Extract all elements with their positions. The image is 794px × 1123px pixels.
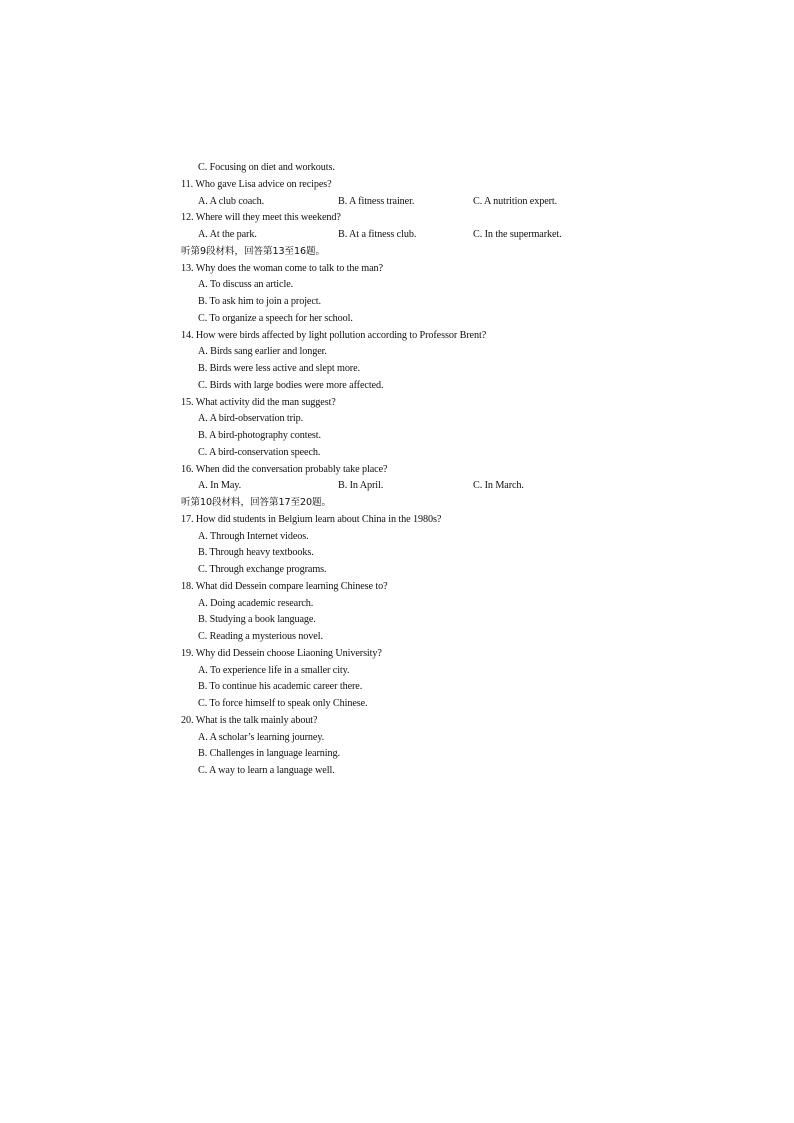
option-19c: C. To force himself to speak only Chinese.	[198, 698, 368, 709]
option-18a: A. Doing academic research.	[198, 597, 314, 609]
option-12c: C. In the supermarket.	[473, 229, 562, 240]
option-11b: B. A fitness trainer.	[338, 195, 415, 207]
option-14a: A. Birds sang earlier and longer.	[198, 346, 327, 358]
option-18b: B. Studying a book language.	[198, 614, 316, 626]
option-19b: B. To continue his academic career there.	[198, 681, 363, 693]
option-14c: C. Birds with large bodies were more affected.	[198, 379, 384, 391]
option-13b: B. To ask him to join a project.	[198, 296, 321, 307]
option-11a: A. A club coach.	[198, 195, 265, 207]
option-15c: C. A bird-conservation speech.	[198, 446, 321, 458]
options-12	[181, 227, 621, 244]
option-10c: C. Focusing on diet and workouts.	[198, 162, 335, 173]
option-12b: B. At a fitness club.	[338, 229, 417, 240]
option-17a: A. Through Internet videos.	[198, 530, 309, 542]
option-11c: C. A nutrition expert.	[473, 195, 558, 207]
listening-questions	[181, 160, 621, 780]
option-20a: A. A scholar’s learning journey.	[198, 731, 325, 743]
option-20b: B. Challenges in language learning.	[198, 748, 340, 760]
option-17c: C. Through exchange programs.	[198, 564, 327, 575]
question-14: 14. How were birds affected by light pollution according to Professor Brent?	[181, 329, 487, 341]
section-heading-10: 听第10段材料，回答第17至20题。	[181, 497, 331, 508]
question-16: 16. When did the conversation probably take place?	[181, 463, 388, 475]
option-13a: A. To discuss an article.	[198, 279, 294, 291]
option-20c: C. A way to learn a language well.	[198, 765, 335, 776]
options-16	[181, 478, 621, 495]
option-15b: B. A bird-photography contest.	[198, 430, 321, 441]
option-16b: B. In April.	[338, 480, 384, 492]
option-17b: B. Through heavy textbooks.	[198, 547, 314, 559]
question-20: 20. What is the talk mainly about?	[181, 714, 318, 726]
option-16c: C. In March.	[473, 480, 524, 492]
question-13: 13. Why does the woman come to talk to the man?	[181, 262, 383, 274]
option-12a: A. At the park.	[198, 229, 257, 240]
question-19: 19. Why did Dessein choose Liaoning University?	[181, 647, 382, 659]
option-19a: A. To experience life in a smaller city.	[198, 664, 350, 676]
option-13c: C. To organize a speech for her school.	[198, 312, 353, 324]
question-18: 18. What did Dessein compare learning Chinese to?	[181, 580, 388, 592]
question-17: 17. How did students in Belgium learn about China in the 1980s?	[181, 513, 442, 525]
question-11: 11. Who gave Lisa advice on recipes?	[181, 178, 332, 190]
option-18c: C. Reading a mysterious novel.	[198, 631, 323, 642]
options-11	[181, 194, 621, 211]
question-15: 15. What activity did the man suggest?	[181, 396, 336, 408]
section-heading-9: 听第9段材料，回答第13至16题。	[181, 245, 325, 257]
question-12: 12. Where will they meet this weekend?	[181, 212, 341, 224]
option-14b: B. Birds were less active and slept more.	[198, 363, 360, 374]
option-16a: A. In May.	[198, 480, 242, 492]
option-15a: A. A bird-observation trip.	[198, 413, 304, 425]
